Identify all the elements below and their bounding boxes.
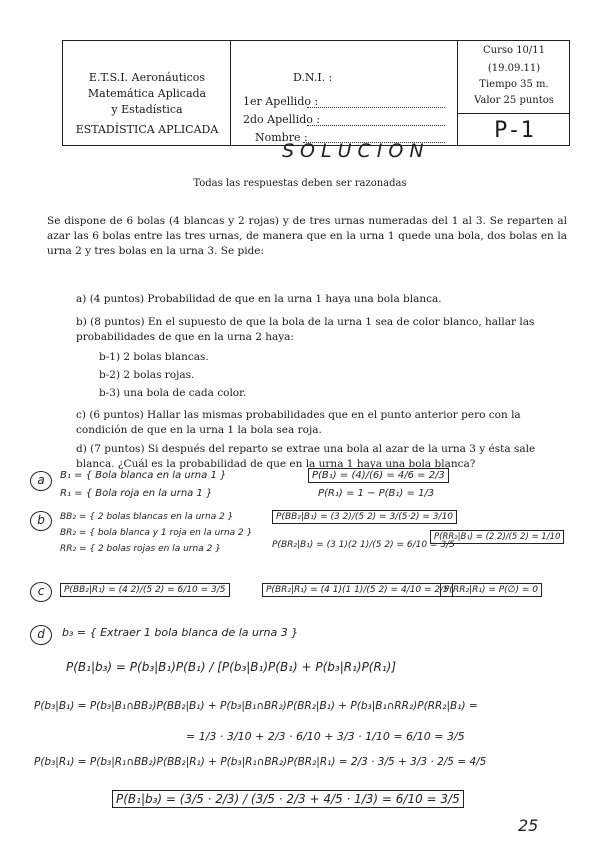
d-def-b3: b₃ = { Extraer 1 bola blanca de la urna 3 } [62,626,299,639]
d-final-result: P(B₁|b₃) = (3/5 · 2/3) / (3/5 · 2/3 + 4/5 · 1/3) = 6/10 = 3/5 [112,790,464,808]
d-total-prob-b1: P(b₃|B₁) = P(b₃|B₁∩BB₂)P(BB₂|B₁) + P(b₃|B₁∩BR₂)P(BR₂|B₁) + P(b₃|B₁∩RR₂)P(RR₂|B₁) = [34,700,478,712]
school-line: E.T.S.I. Aeronáuticos [88,71,206,84]
exam-date: (19.09.11) [487,63,541,74]
instructions: Todas las respuestas deben ser razonadas [193,178,407,189]
subject-title: ESTADÍSTICA APLICADA [75,123,219,136]
question-a: a) (4 puntos) Probabilidad de que en la urna 1 haya una bola blanca. [76,293,442,305]
exam-info [457,41,569,145]
d-bayes-formula: P(B₁|b₃) = P(b₃|B₁)P(B₁) / [P(b₃|B₁)P(B₁) + P(b₃|R₁)P(R₁)] [66,660,396,674]
school-block [63,41,231,145]
grade-mark: 25 [518,816,539,835]
problem-id: P-1 [458,113,570,147]
b-result-bb2: P(BB₂|B₁) = (3 2)/(5 2) = 3/(5·2) = 3/10 [272,510,457,524]
a-result-r1: P(R₁) = 1 − P(B₁) = 1/3 [318,488,435,499]
apellido1-field[interactable] [307,107,445,108]
apellido2-field[interactable] [307,125,445,126]
part-a-marker: a [30,471,52,491]
b-def-rr2: RR₂ = { 2 bolas rojas en la urna 2 } [60,544,221,554]
part-b-marker: b [30,511,52,531]
question-d: d) (7 puntos) Si después del reparto se extrae una bola al azar de la urna 3 y ésta sale blanca. ¿Cuál es la probabilidad de que en la urna 1 haya una bola blanca? [76,443,536,470]
school-line: y Estadística [111,103,183,116]
part-c-marker: c [30,582,52,602]
problem-statement: Se dispone de 6 bolas (4 blancas y 2 rojas) y de tres urnas numeradas del 1 al 3. Se reparten al azar las 6 bolas entre las tres urnas, de manera que en la urna 1 quede una bola, dos bolas en la urna 2 y tres bolas en la urna 3. Se pide: [47,215,567,257]
question-b1: b-1) 2 bolas blancas. [99,351,209,363]
question-b2: b-2) 2 bolas rojas. [99,369,195,381]
apellido2-label: 2do Apellido : [243,113,321,126]
dni-label: D.N.I. : [293,71,333,84]
c-result-bb2: P(BB₂|R₁) = (4 2)/(5 2) = 6/10 = 3/5 [60,583,230,597]
c-result-rr2: P(RR₂|R₁) = P(∅) = 0 [440,583,542,597]
b-def-bb2: BB₂ = { 2 bolas blancas en la urna 2 } [60,512,234,522]
exam-value: Valor 25 puntos [474,95,554,106]
a-def-r1: R₁ = { Bola roja en la urna 1 } [60,488,213,499]
part-d-marker: d [30,625,52,645]
d-total-prob-r1: P(b₃|R₁) = P(b₃|R₁∩BB₂)P(BB₂|R₁) + P(b₃|R₁∩BR₂)P(BR₂|R₁) = 2/3 · 3/5 + 3/3 · 2/5 = 4/5 [34,756,487,768]
b-def-br2: BR₂ = { bola blanca y 1 roja en la urna 2 } [60,528,253,538]
b-result-rr2: P(RR₂|B₁) = (2 2)/(5 2) = 1/10 [430,530,564,544]
course: Curso 10/11 [482,45,546,56]
a-def-b1: B₁ = { Bola blanca en la urna 1 } [60,470,227,481]
solucion-stamp: SOLUCION [282,140,430,162]
a-result-b1: P(B₁) = (4)/(6) = 4/6 = 2/3 [308,468,449,483]
school-line: Matemática Aplicada [87,87,207,100]
exam-time: Tiempo 35 m. [479,79,549,90]
exam-header [62,40,570,146]
apellido1-label: 1er Apellido : [243,95,319,108]
d-total-prob-b1-value: = 1/3 · 3/10 + 2/3 · 6/10 + 3/3 · 1/10 = 6/10 = 3/5 [186,730,465,743]
question-b: b) (8 puntos) En el supuesto de que la bola de la urna 1 sea de color blanco, hallar las probabilidades de que en la urna 2 haya: [76,316,535,343]
student-fields [231,41,457,145]
question-c: c) (6 puntos) Hallar las mismas probabilidades que en el punto anterior pero con la condición de que en la urna 1 la bola sea roja. [76,409,521,436]
question-b3: b-3) una bola de cada color. [99,387,247,399]
b-result-br2: P(BR₂|B₁) = (3 1)(2 1)/(5 2) = 6/10 = 3/5 [272,540,455,550]
nombre-label: Nombre : [255,131,308,144]
c-result-br2: P(BR₂|R₁) = (4 1)(1 1)/(5 2) = 4/10 = 2/5 [262,583,453,597]
